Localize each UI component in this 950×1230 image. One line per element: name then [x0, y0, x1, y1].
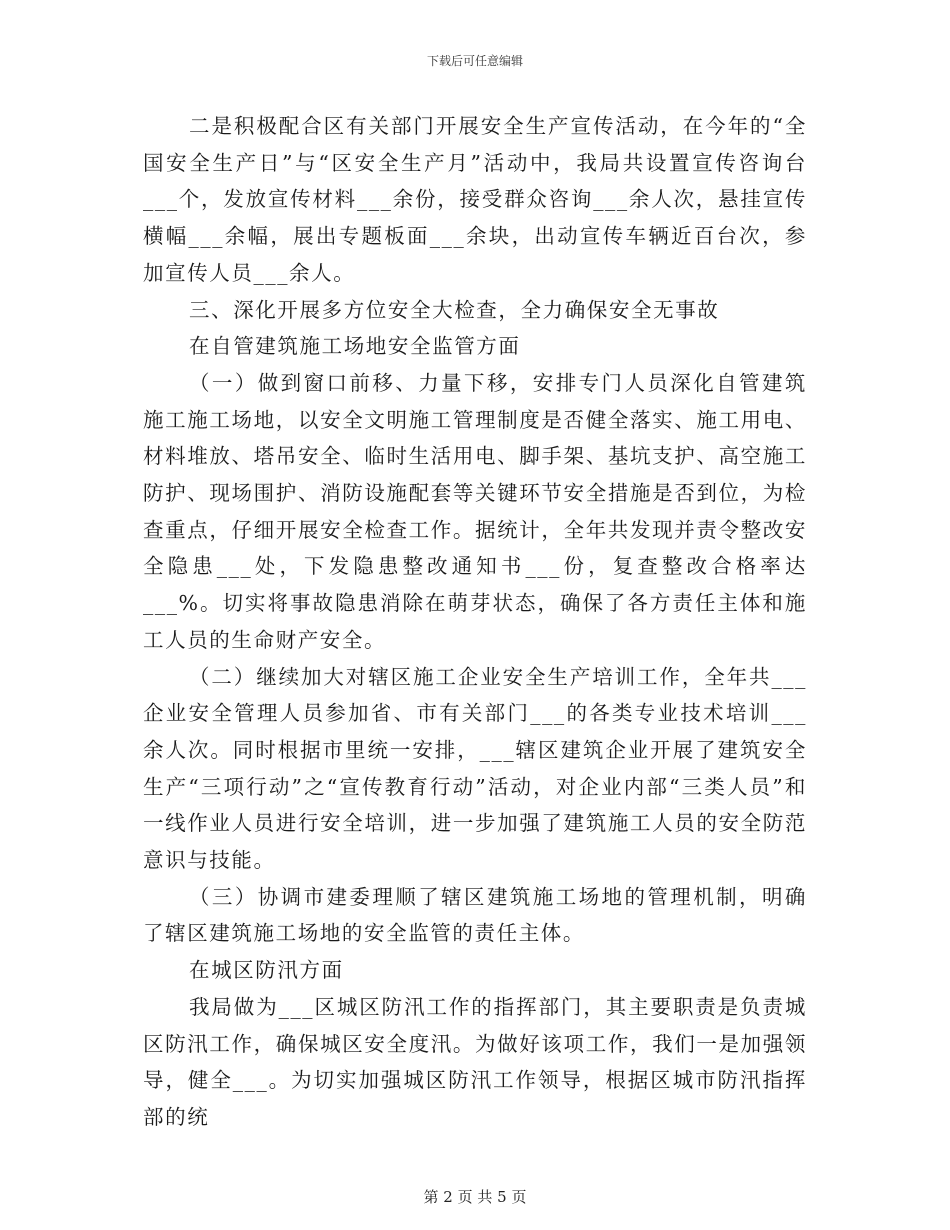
paragraph-item-3: （三）协调市建委理顺了辖区建筑施工场地的管理机制，明确了辖区建筑施工场地的安全监管的责任主体。: [143, 884, 807, 946]
page-number: 第 2 页 共 5 页: [423, 1188, 527, 1206]
paragraph-publicity: 二是积极配合区有关部门开展安全生产宣传活动，在今年的“全国安全生产日”与“区安全生产月”活动中，我局共设置宣传咨询台___个，发放宣传材料___余份，接受群众咨询___余人次，悬挂宣传横幅___余幅，展出专题板面___余块，出动宣传车辆近百台次，参加宣传人员___余人。: [143, 114, 807, 285]
section-heading-inspection: 三、深化开展多方位安全大检查，全力确保安全无事故: [189, 297, 720, 322]
paragraph-item-1: （一）做到窗口前移、力量下移，安排专门人员深化自管建筑施工施工场地，以安全文明施工管理制度是否健全落实、施工用电、材料堆放、塔吊安全、临时生活用电、脚手架、基坑支护、高空施工防护、现场围护、消防设施配套等关键环节安全措施是否到位，为检查重点，仔细开展安全检查工作。据统计，全年共发现并责令整改安全隐患___处，下发隐患整改通知书___份，复查整改合格率达___%。切实将事故隐患消除在萌芽状态，确保了各方责任主体和施工人员的生命财产安全。: [143, 370, 807, 652]
document-body: [143, 108, 807, 1136]
subheading-flood-control: 在城区防汛方面: [189, 958, 344, 983]
page-header: 下载后可任意编辑: [426, 54, 523, 68]
paragraph-flood-control: 我局做为___区城区防汛工作的指挥部门，其主要职责是负责城区防汛工作，确保城区安全度汛。为做好该项工作，我们一是加强领导，健全___。为切实加强城区防汛工作领导，根据区城市防汛指挥部的统: [143, 994, 807, 1129]
subheading-construction-supervision: 在自管建筑施工场地安全监管方面: [189, 334, 521, 359]
paragraph-item-2: （二）继续加大对辖区施工企业安全生产培训工作，全年共___企业安全管理人员参加省、市有关部门___的各类专业技术培训___余人次。同时根据市里统一安排，___辖区建筑企业开展了建筑安全生产“三项行动”之“宣传教育行动”活动，对企业内部“三类人员”和一线作业人员进行安全培训，进一步加强了建筑施工人员的安全防范意识与技能。: [143, 664, 807, 873]
